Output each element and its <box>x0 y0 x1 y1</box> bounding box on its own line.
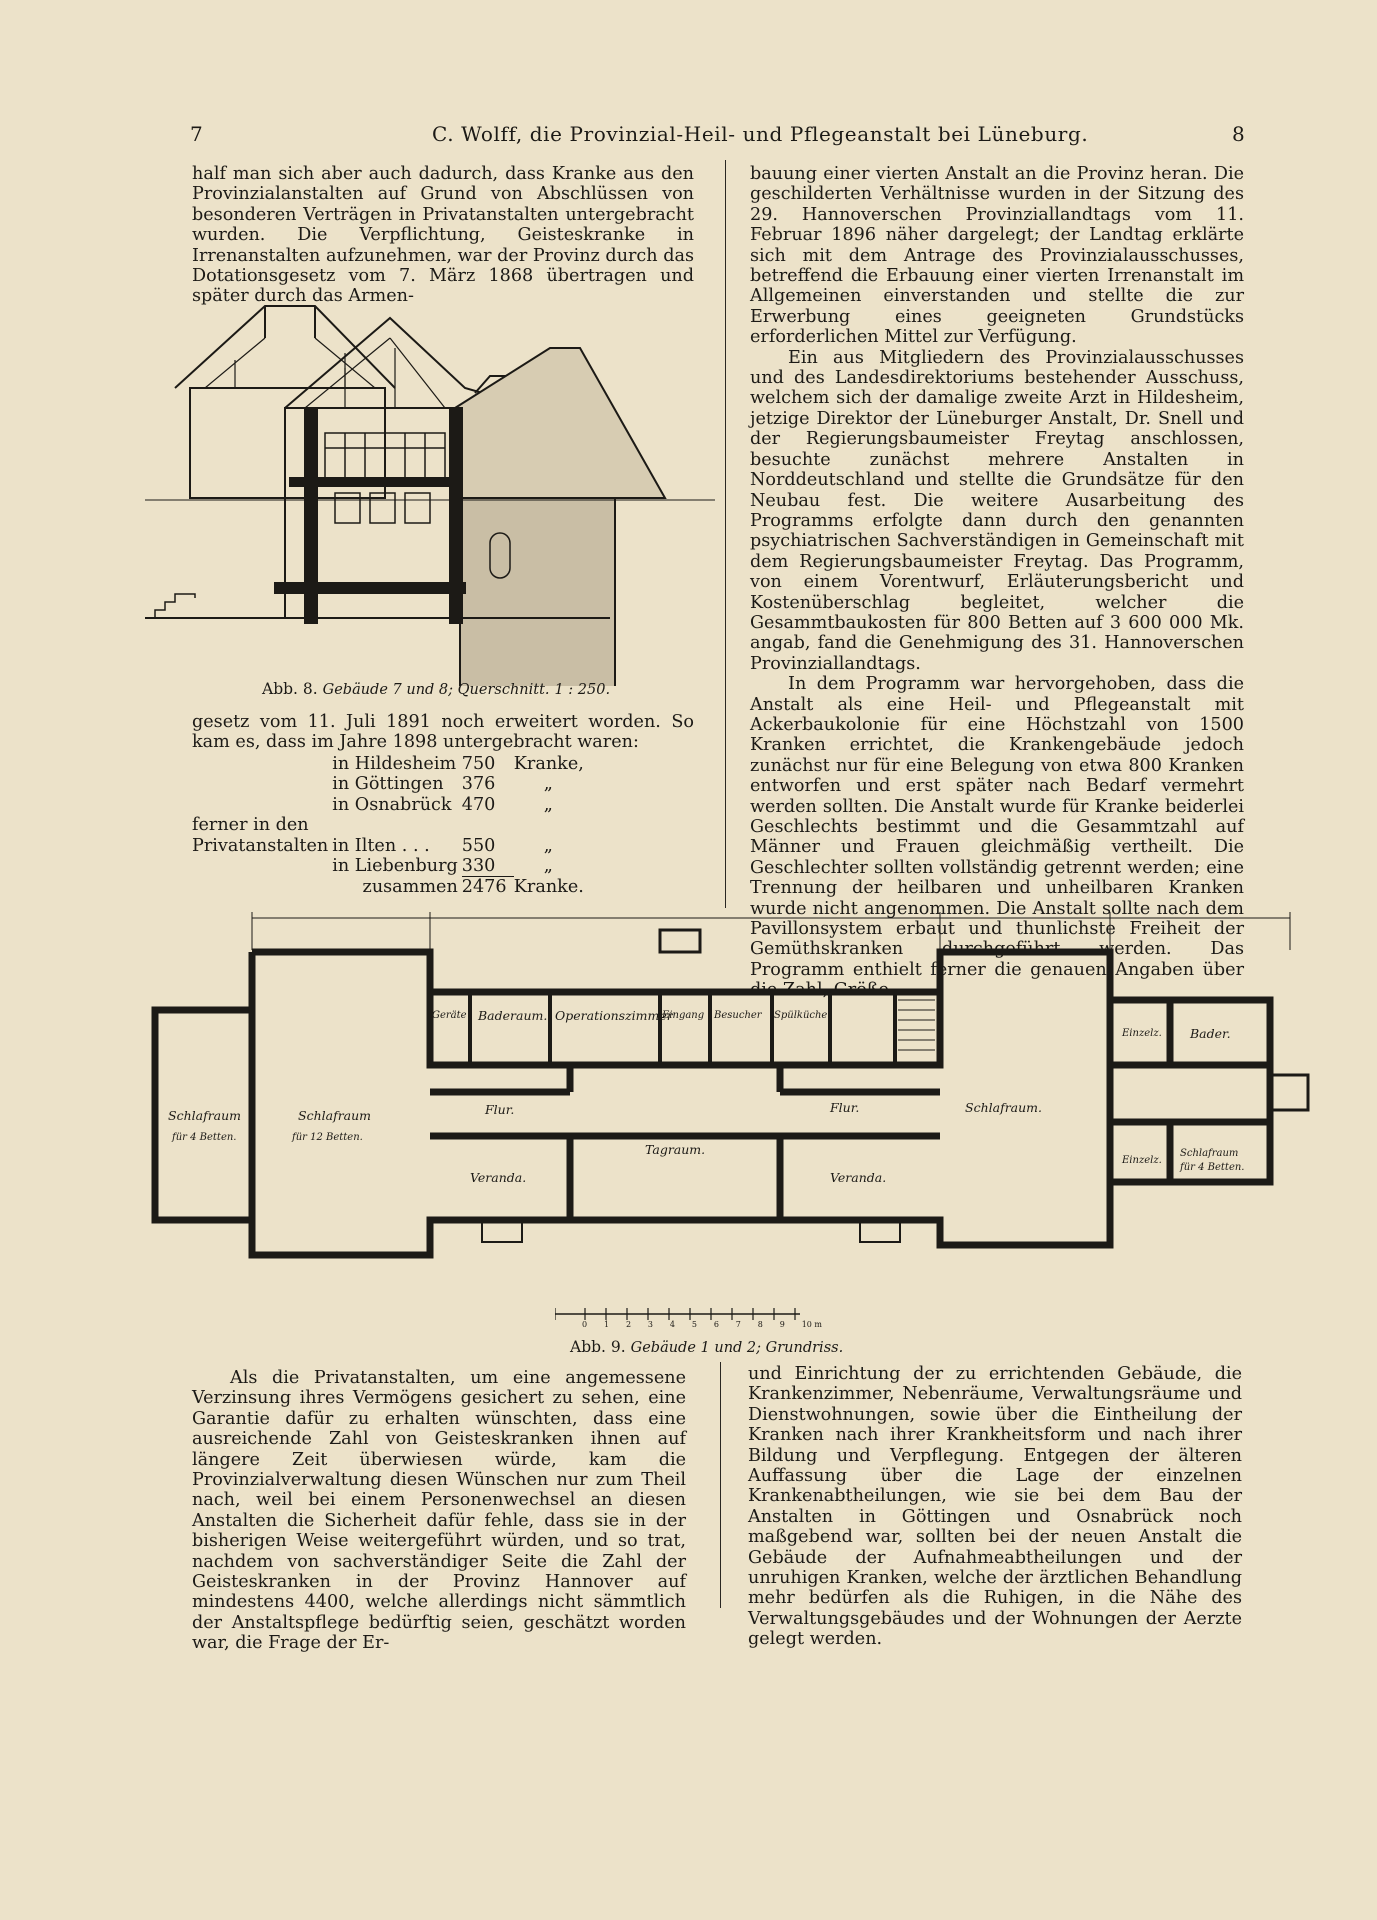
room-baderaum: Baderaum. <box>478 1008 548 1023</box>
room-veranda-right: Veranda. <box>830 1170 887 1185</box>
tally-total-label: zusammen <box>362 876 458 897</box>
room-geraete: Geräte <box>432 1010 467 1021</box>
tally-unit: „ <box>543 835 553 856</box>
figure-9-caption-prefix: Abb. 9. <box>570 1338 626 1356</box>
tally-count <box>462 815 514 835</box>
room-schlafraum-4-left-sub: für 4 Betten. <box>172 1132 237 1143</box>
left-column-middle <box>192 712 694 753</box>
page-number-right: 8 <box>1232 122 1246 146</box>
room-schlafraum-12-sub: für 12 Betten. <box>292 1132 363 1143</box>
room-einzelzimmer-top: Einzelz. <box>1122 1028 1162 1039</box>
room-schlafraum-12: Schlafraum <box>298 1108 372 1123</box>
room-schlafraum-4-left: Schlafraum <box>168 1108 242 1123</box>
table-row <box>192 774 588 794</box>
bottom-left-column <box>192 1368 686 1654</box>
patient-tally-table <box>192 754 588 898</box>
column-rule-top <box>725 160 726 908</box>
tally-group: Privatanstalten <box>192 835 329 856</box>
room-spuelkueche: Spülküche <box>774 1010 828 1021</box>
figure-9-floor-plan <box>140 910 1320 1340</box>
room-tagraum: Tagraum. <box>645 1142 706 1157</box>
figure-8-caption-text: Gebäude 7 und 8; Querschnitt. <box>322 682 550 698</box>
tally-place: in Liebenburg <box>332 856 458 877</box>
paragraph: Ein aus Mitgliedern des Provinzialausschusses und des Landesdirektoriums bestehender Ausschuss, welchem sich der damalige zweite Arzt in Hildesheim, jetzige Direktor der Lüneburger Anstalt, Dr. Snell und der Regierungsbaumeister Freytag anschlossen, besuchte zunächst mehrere Anstalten in Norddeutschland und stellte die Grundsätze für den Neubau fest. Die weitere Ausarbeitung des Programms erfolgte dann durch den genannten psychiatrischen Sachverständigen in Gemeinschaft mit dem Regierungsbaumeister Freytag. Das Programm, von einem Vorentwurf, Erläuterungsbericht und Kostenüberschlag begleitet, welcher die Gesammtbaukosten für 800 Betten auf 3 600 000 Mk. angab, fand die Genehmigung des 31. Hannoverschen Provinziallandtags. <box>750 347 1244 674</box>
table-row <box>192 836 588 856</box>
paragraph: gesetz vom 11. Juli 1891 noch erweitert worden. So kam es, dass im Jahre 1898 untergebracht waren: <box>192 712 694 753</box>
tally-place: in Ilten . . . <box>332 835 430 856</box>
tally-place: in Osnabrück <box>332 794 452 815</box>
room-veranda-left: Veranda. <box>470 1170 527 1185</box>
figure-8-caption-prefix: Abb. 8. <box>262 680 318 698</box>
tally-group <box>192 754 332 774</box>
tally-unit: „ <box>543 856 553 877</box>
tally-group <box>192 795 332 815</box>
tally-group: ferner in den <box>192 815 309 836</box>
table-row <box>192 815 588 835</box>
tally-place: in Göttingen <box>332 774 444 795</box>
room-operationszimmer: Operationszimmer <box>555 1008 673 1023</box>
page-number-left: 7 <box>190 122 204 146</box>
right-column-top <box>750 164 1244 1001</box>
tally-count: 376 <box>461 774 496 795</box>
room-besucher: Besucher <box>714 1010 762 1021</box>
tally-total-count: 2476 <box>461 877 507 898</box>
room-flur-right: Flur. <box>830 1100 860 1115</box>
table-row <box>192 795 588 815</box>
tally-place <box>332 815 462 835</box>
tally-unit: Kranke, <box>513 754 584 774</box>
figure-9-caption-text: Gebäude 1 und 2; Grundriss. <box>630 1340 844 1356</box>
room-flur-left: Flur. <box>485 1102 515 1117</box>
paragraph: bauung einer vierten Anstalt an die Provinz heran. Die geschilderten Verhältnisse wurden in der Sitzung des 29. Hannoverschen Provinziallandtags vom 11. Februar 1896 näher dargelegt; der Landtag erklärte sich mit dem Antrage des Provinzialausschusses, betreffend die Erbauung einer vierten Irrenanstalt im Allgemeinen einverstanden und stellte die zur Erwerbung eines geeigneten Grundstücks erforderlichen Mittel zur Verfügung. <box>750 164 1244 348</box>
room-schlafraum-right: Schlafraum. <box>965 1100 1042 1115</box>
tally-count: 330 <box>462 856 514 877</box>
tally-unit <box>514 815 588 835</box>
room-schlafraum-4-right: Schlafraum <box>1180 1148 1239 1159</box>
figure-8-caption-scale: 1 : 250. <box>554 682 611 698</box>
paragraph: half man sich aber auch dadurch, dass Kranke aus den Provinzialanstalten auf Grund von Abschlüssen von besonderen Verträgen in Privatanstalten untergebracht wurden. Die Verpflichtung, Geisteskranke in Irrenanstalten aufzunehmen, war der Provinz durch das Dotationsgesetz vom 7. März 1868 übertragen und später durch das Armen- <box>192 164 694 307</box>
paragraph: Als die Privatanstalten, um eine angemessene Verzinsung ihres Vermögens gesichert zu sehen, eine Garantie dafür zu erhalten wünschten, dass eine ausreichende Zahl von Geisteskranken ihnen auf längere Zeit überwiesen würde, kam die Provinzialverwaltung diesen Wünschen nur zum Theil nach, weil bei einem Personenwechsel an diesen Anstalten die Sicherheit dafür fehle, dass sie in der bisherigen Weise weitergeführt würden, und so trat, nachdem von sachverständiger Seite die Zahl der Geisteskranken in der Provinz Hannover auf mindestens 4400, welche allerdings nicht sämmtlich der Anstaltspflege bedürftig seien, geschätzt worden war, die Frage der Er- <box>192 1368 686 1654</box>
tally-count: 550 <box>461 835 496 856</box>
table-row <box>192 754 588 774</box>
room-einzelzimmer-bottom: Einzelz. <box>1122 1155 1162 1166</box>
room-schlafraum-4-right-sub: für 4 Betten. <box>1180 1162 1245 1173</box>
room-bader: Bader. <box>1190 1026 1231 1041</box>
left-column-top <box>192 164 694 307</box>
figure-8-cross-section <box>145 288 715 686</box>
paragraph: und Einrichtung der zu errichtenden Gebäude, die Krankenzimmer, Nebenräume, Verwaltungsräume und Dienstwohnungen, sowie über die Eintheilung der Kranken nach ihrer Krankheitsform und nach ihrer Bildung und Verpflegung. Entgegen der älteren Auffassung über die Lage der einzelnen Krankenabtheilungen, wie sie bei dem Bau der Anstalten in Göttingen und Osnabrück noch maßgebend war, sollten bei der neuen Anstalt die Gebäude der Aufnahmeabtheilungen und der unruhigen Kranken, welche der ärztlichen Behandlung mehr bedürfen als die Ruhigen, in die Nähe des Verwaltungsgebäudes und der Wohnungen der Aerzte gelegt werden. <box>748 1364 1242 1650</box>
column-rule-bottom <box>720 1362 721 1608</box>
tally-place: in Hildesheim <box>332 754 457 774</box>
tally-unit: „ <box>543 774 553 795</box>
running-title: C. Wolff, die Provinzial-Heil- und Pflegeanstalt bei Lüneburg. <box>432 122 1089 146</box>
tally-group <box>192 774 332 794</box>
tally-total-unit: Kranke. <box>513 876 584 897</box>
tally-count: 750 <box>461 754 496 774</box>
tally-unit: „ <box>543 794 553 815</box>
figure-8-caption <box>262 680 610 698</box>
scale-bar <box>555 1306 822 1336</box>
tally-group <box>192 856 332 877</box>
bottom-right-column <box>748 1364 1242 1650</box>
table-row <box>192 856 588 877</box>
figure-9-caption <box>570 1338 843 1356</box>
table-row <box>192 877 588 898</box>
tally-count: 470 <box>461 794 496 815</box>
scale-numbers: 0 1 2 3 4 5 6 7 8 9 10 m <box>582 1320 822 1329</box>
room-eingang: Eingang <box>662 1010 705 1021</box>
paragraph: In dem Programm war hervorgehoben, dass die Anstalt als eine Heil- und Pflegeanstalt mit Ackerbaukolonie für eine Höchstzahl von 1500 Kranken errichtet, die Krankengebäude jedoch zunächst nur für eine Belegung von etwa 800 Kranken entworfen und erst später nach Bedarf vermehrt werden sollten. Die Anstalt wurde für Kranke beiderlei Geschlechts bestimmt und die Gesammtzahl auf Männer und Frauen gleichmäßig vertheilt. Die Geschlechter sollten vollständig getrennt werden; eine Trennung der heilbaren und unheilbaren Kranken wurde nicht angenommen. Die Anstalt sollte nach dem Pavillonsystem erbaut und thunlichste Freiheit der Gemüthskranken durchgeführt werden. Das Programm enthielt ferner die genauen Angaben über die Zahl, Größe <box>750 674 1244 1001</box>
